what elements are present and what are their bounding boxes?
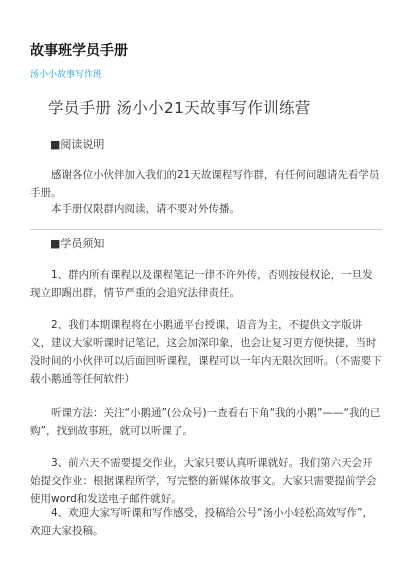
listening-method-paragraph: 听课方法：关注“小鹅通”(公众号)一查看右下角“我的小鹅”——“我的已购”，找到故事班，就可以听课了。: [30, 407, 381, 437]
main-heading: 学员手册 汤小小21天故事写作训练营: [48, 99, 311, 117]
reading-paragraph-1: 感谢各位小伙伴加入我们的21天故课程写作群，有任何问题请先看学员手册。: [30, 169, 380, 199]
rule-paragraph-4: 4、欢迎大家写听课和写作感受，投稿给公号“汤小小轻松高效写作”，欢迎大家投稿。: [30, 507, 374, 537]
rule-paragraph-1: 1、群内所有课程以及课程笔记一律不许外传，否则按侵权论，一旦发现立即踢出群，情节严重的会追究法律责任。: [30, 269, 373, 299]
document-title: 故事班学员手册: [30, 43, 128, 59]
section-heading-reading: ■阅读说明: [50, 138, 105, 151]
account-link[interactable]: 汤小小故事写作班: [30, 70, 103, 80]
reading-paragraph-2: 本手册仅限群内阅读，请不要对外传播。: [51, 203, 240, 215]
rule-paragraph-2: 2、我们本期课程将在小鹅通平台授课，语音为主，不提供文字版讲义，建议大家听课时记笔记，这会加深印象，也会让复习更方便快捷，当时没时间的小伙伴可以后面回听课程，课程可以一年内无限次回听。（不需要下载小鹅通等任何软件）: [30, 319, 382, 385]
section-divider: [30, 229, 382, 230]
section-heading-rules: ■学员须知: [50, 237, 105, 250]
rule-paragraph-3: 3、前六天不需要提交作业，大家只要认真听课就好。我们第六天会开始提交作业：根据课程所学，写完整的新媒体故事文。大家只需要提前学会使用word和发送电子邮件就好。: [30, 457, 377, 505]
